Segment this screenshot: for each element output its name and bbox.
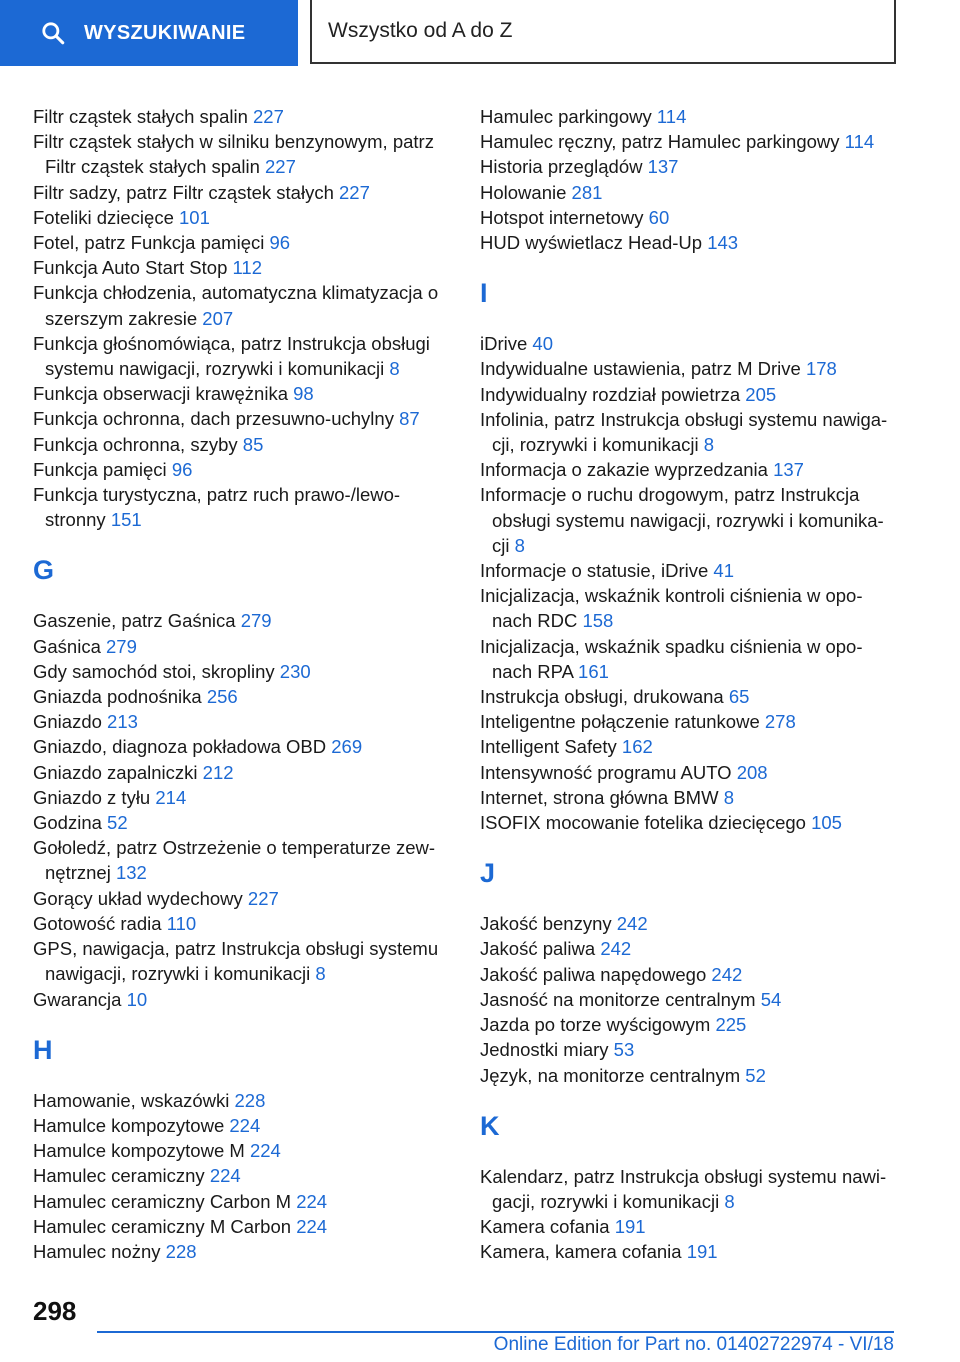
index-entry-text: Internet, strona główna BMW bbox=[480, 786, 719, 808]
index-entry bbox=[33, 129, 453, 179]
index-page-link[interactable]: 98 bbox=[293, 383, 314, 405]
index-page-link[interactable]: 208 bbox=[736, 761, 768, 783]
index-entry-text: Hamulec ceramiczny M Carbon bbox=[33, 1215, 292, 1237]
index-page-link[interactable]: 87 bbox=[399, 408, 420, 430]
index-page-link[interactable]: 225 bbox=[715, 1014, 747, 1036]
index-page-link[interactable]: 205 bbox=[745, 383, 777, 405]
index-page-link[interactable]: 279 bbox=[240, 610, 272, 632]
index-page-link[interactable]: 132 bbox=[115, 862, 147, 884]
index-entry bbox=[33, 911, 453, 936]
index-page-link[interactable]: 53 bbox=[613, 1039, 635, 1061]
index-entry-text: Kamera, kamera cofania bbox=[480, 1241, 682, 1263]
index-entry-text: Indywidualne ustawienia, patrz M Drive bbox=[480, 358, 801, 380]
index-entry-text: Informacja o zakazie wyprzedzania bbox=[480, 459, 768, 481]
index-entry-text: Gorący układ wydechowy bbox=[33, 887, 243, 909]
index-page-link[interactable]: 281 bbox=[571, 181, 603, 203]
index-page-link[interactable]: 191 bbox=[614, 1216, 646, 1238]
index-page-link[interactable]: 8 bbox=[389, 358, 400, 380]
index-letter-heading: J bbox=[480, 858, 496, 889]
index-page-link[interactable]: 158 bbox=[582, 610, 614, 632]
index-entry bbox=[480, 962, 900, 987]
index-entry-text: Gniazdo bbox=[33, 711, 102, 733]
index-entry-text: Funkcja ochronna, szyby bbox=[33, 433, 238, 455]
footer-divider bbox=[97, 1331, 894, 1333]
index-entry-text: Kamera cofania bbox=[480, 1216, 610, 1238]
index-page-link[interactable]: 207 bbox=[202, 307, 234, 329]
index-entry bbox=[480, 1214, 900, 1239]
index-page-link[interactable]: 227 bbox=[339, 181, 370, 203]
index-entry-text: Filtr cząstek stałych w silniku benzynowym, patrz Filtr cząstek stałych spalin bbox=[33, 131, 434, 178]
index-entry-text: Jazda po torze wyścigowym bbox=[480, 1014, 711, 1036]
index-page-link[interactable]: 54 bbox=[760, 988, 782, 1010]
index-page-link[interactable]: 52 bbox=[745, 1064, 766, 1086]
index-entry-text: Inicjalizacja, wskaźnik spadku ciśnienia w opo-nach RPA bbox=[480, 635, 863, 682]
index-entry-text: Inicjalizacja, wskaźnik kontroli ciśnienia w opo-nach RDC bbox=[480, 585, 863, 632]
index-page-link[interactable]: 60 bbox=[648, 206, 670, 228]
index-entry-text: Hamulec ceramiczny bbox=[33, 1165, 205, 1187]
index-entry bbox=[480, 1063, 900, 1088]
index-entry bbox=[33, 1138, 453, 1163]
index-entry bbox=[33, 381, 453, 406]
index-page-link[interactable]: 110 bbox=[166, 912, 197, 934]
index-entry-text: HUD wyświetlacz Head-Up bbox=[480, 232, 703, 254]
index-page-link[interactable]: 227 bbox=[247, 887, 279, 909]
index-page-link[interactable]: 242 bbox=[616, 913, 648, 935]
index-entry-text: Gaśnica bbox=[33, 635, 101, 657]
index-entry-text: Gniazda podnośnika bbox=[33, 686, 202, 708]
index-page-link[interactable]: 227 bbox=[253, 106, 284, 127]
index-entry-text: Intelligent Safety bbox=[480, 736, 617, 758]
page-number: 298 bbox=[33, 1296, 77, 1326]
index-entry bbox=[33, 205, 453, 230]
index-entry-text: Gniazdo, diagnoza pokładowa OBD bbox=[33, 736, 327, 758]
index-entry bbox=[33, 482, 453, 532]
index-page-link[interactable]: 151 bbox=[110, 509, 142, 531]
search-icon bbox=[40, 20, 66, 46]
index-entry bbox=[480, 154, 900, 179]
index-page-link[interactable]: 114 bbox=[656, 106, 687, 127]
index-entry bbox=[480, 760, 900, 785]
index-entry-text: Gaszenie, patrz Gaśnica bbox=[33, 610, 236, 632]
section-title: Wszystko od A do Z bbox=[328, 19, 513, 42]
index-entry-text: Kalendarz, patrz Instrukcja obsługi systemu nawi-gacji, rozrywki i komunikacji bbox=[480, 1165, 887, 1212]
index-page-link[interactable]: 224 bbox=[296, 1190, 328, 1212]
index-entry bbox=[33, 659, 453, 684]
index-page-link[interactable]: 65 bbox=[728, 686, 750, 708]
index-page-link[interactable]: 224 bbox=[296, 1215, 328, 1237]
index-entry-text: Hamulec ceramiczny Carbon M bbox=[33, 1190, 292, 1212]
index-page-link[interactable]: 101 bbox=[179, 206, 210, 228]
index-entry bbox=[33, 1088, 453, 1113]
index-entry-text: Informacje o ruchu drogowym, patrz Instrukcja obsługi systemu nawigacji, rozrywki i komunika-cji bbox=[480, 484, 884, 556]
index-page-link[interactable]: 191 bbox=[686, 1241, 718, 1263]
index-entry-text: Filtr cząstek stałych spalin bbox=[33, 106, 248, 127]
index-entry bbox=[480, 911, 900, 936]
index-page-link[interactable]: 213 bbox=[107, 711, 138, 733]
index-page-link[interactable]: 52 bbox=[107, 812, 128, 834]
index-entry bbox=[480, 382, 900, 407]
index-letter-heading: I bbox=[480, 278, 488, 309]
index-entry-text: Hamulec parkingowy bbox=[480, 106, 652, 127]
index-page-link[interactable]: 85 bbox=[242, 433, 264, 455]
index-column-left bbox=[33, 104, 453, 1264]
index-entry-text: ISOFIX mocowanie fotelika dziecięcego bbox=[480, 812, 806, 834]
index-page-link[interactable]: 137 bbox=[773, 459, 804, 481]
index-page-link[interactable]: 137 bbox=[647, 156, 679, 178]
index-page-link[interactable]: 279 bbox=[106, 635, 137, 657]
index-entry-text: Holowanie bbox=[480, 181, 567, 203]
index-entry-text: Funkcja pamięci bbox=[33, 458, 167, 480]
index-entry-text: Godzina bbox=[33, 812, 102, 834]
index-page-link[interactable]: 8 bbox=[703, 434, 715, 456]
index-entry bbox=[480, 785, 900, 810]
index-entry-text: Gwarancja bbox=[33, 988, 122, 1010]
index-entry bbox=[480, 684, 900, 709]
index-entry bbox=[480, 1164, 900, 1214]
index-entry-text: Inteligentne połączenie ratunkowe bbox=[480, 711, 760, 733]
index-entry bbox=[480, 734, 900, 759]
index-entry bbox=[480, 482, 900, 558]
index-page-link[interactable]: 10 bbox=[126, 988, 148, 1010]
index-page-link[interactable]: 162 bbox=[621, 736, 653, 758]
index-page-link[interactable]: 278 bbox=[764, 711, 796, 733]
index-entry bbox=[33, 1163, 453, 1188]
index-entry-text: Historia przeglądów bbox=[480, 156, 643, 178]
index-entry-text: Jakość paliwa napędowego bbox=[480, 963, 707, 985]
index-page-link[interactable]: 214 bbox=[155, 786, 187, 808]
index-entry bbox=[33, 1239, 453, 1264]
index-entry bbox=[33, 835, 453, 885]
index-entry bbox=[33, 104, 453, 129]
index-entry-text: Fotel, patrz Funkcja pamięci bbox=[33, 232, 265, 254]
index-page-link[interactable]: 8 bbox=[723, 786, 734, 808]
index-entry-text: Jakość benzyny bbox=[480, 913, 612, 935]
index-entry bbox=[33, 608, 453, 633]
index-entry-text: Gołoledź, patrz Ostrzeżenie o temperaturze zew-nętrznej bbox=[33, 837, 436, 884]
index-entry bbox=[480, 356, 900, 381]
index-letter-heading: G bbox=[33, 555, 55, 586]
search-tab-label: WYSZUKIWANIE bbox=[84, 21, 246, 44]
index-page-link[interactable]: 105 bbox=[811, 812, 842, 834]
index-entry-text: Funkcja chłodzenia, automatyczna klimatyzacja o szerszym zakresie bbox=[33, 282, 439, 329]
index-page-link[interactable]: 224 bbox=[249, 1140, 281, 1162]
index-page-link[interactable]: 8 bbox=[315, 963, 326, 985]
index-page-link[interactable]: 114 bbox=[844, 131, 875, 153]
index-entry bbox=[480, 331, 900, 356]
index-entry bbox=[33, 709, 453, 734]
index-entry-text: Jakość paliwa bbox=[480, 938, 596, 960]
index-page-link[interactable]: 161 bbox=[578, 660, 609, 682]
index-entry bbox=[480, 1239, 900, 1264]
index-entry bbox=[33, 406, 453, 431]
index-entry bbox=[33, 180, 453, 205]
index-entry bbox=[480, 407, 900, 457]
index-page-link[interactable]: 242 bbox=[600, 938, 632, 960]
search-tab[interactable] bbox=[0, 0, 298, 66]
index-entry-text: Filtr sadzy, patrz Filtr cząstek stałych bbox=[33, 181, 334, 203]
index-page-link[interactable]: 41 bbox=[713, 560, 734, 582]
index-page-link[interactable]: 178 bbox=[805, 358, 837, 380]
index-page-link[interactable]: 224 bbox=[209, 1165, 241, 1187]
index-entry bbox=[480, 180, 900, 205]
index-page-link[interactable]: 228 bbox=[165, 1240, 197, 1262]
index-entry bbox=[480, 987, 900, 1012]
index-page-link[interactable]: 256 bbox=[206, 686, 238, 708]
index-entry-text: iDrive bbox=[480, 333, 528, 355]
index-entry bbox=[33, 634, 453, 659]
index-entry-text: Hamulce kompozytowe M bbox=[33, 1140, 245, 1162]
index-entry-text: Hamowanie, wskazówki bbox=[33, 1089, 230, 1111]
index-page-link[interactable]: 269 bbox=[331, 736, 363, 758]
index-entry bbox=[33, 785, 453, 810]
index-entry-text: Gniazdo zapalniczki bbox=[33, 761, 198, 783]
footer-edition-text: Online Edition for Part no. 01402722974 - VI/18 bbox=[493, 1334, 894, 1355]
index-entry bbox=[480, 230, 900, 255]
index-entry bbox=[33, 1214, 453, 1239]
index-page-link[interactable]: 228 bbox=[234, 1089, 266, 1111]
index-entry bbox=[33, 457, 453, 482]
index-entry bbox=[480, 1012, 900, 1037]
index-entry-text: Indywidualny rozdział powietrza bbox=[480, 383, 741, 405]
index-column-right bbox=[480, 104, 900, 1265]
index-entry-text: Gotowość radia bbox=[33, 912, 162, 934]
index-entry bbox=[33, 230, 453, 255]
index-entry-text: Gdy samochód stoi, skropliny bbox=[33, 660, 275, 682]
index-entry-text: Instrukcja obsługi, drukowana bbox=[480, 686, 724, 708]
index-entry-text: Hamulec ręczny, patrz Hamulec parkingowy bbox=[480, 131, 840, 153]
index-page-link[interactable]: 224 bbox=[229, 1114, 261, 1136]
index-page-link[interactable]: 8 bbox=[514, 534, 525, 556]
index-entry-text: Hamulec nożny bbox=[33, 1240, 161, 1262]
index-entry bbox=[480, 936, 900, 961]
index-entry-text: GPS, nawigacja, patrz Instrukcja obsługi systemu nawigacji, rozrywki i komunikacji bbox=[33, 938, 439, 985]
index-entry-text: Gniazdo z tyłu bbox=[33, 786, 151, 808]
index-letter-heading: K bbox=[480, 1110, 500, 1141]
index-entry bbox=[480, 129, 900, 154]
index-entry bbox=[33, 1189, 453, 1214]
index-entry-text: Infolinia, patrz Instrukcja obsługi systemu nawiga-cji, rozrywki i komunikacji bbox=[480, 408, 888, 456]
index-entry bbox=[480, 634, 900, 684]
index-page-link[interactable]: 112 bbox=[232, 257, 262, 279]
index-entry-text: Hamulce kompozytowe bbox=[33, 1114, 225, 1136]
index-entry bbox=[33, 684, 453, 709]
index-entry-text: Funkcja ochronna, dach przesuwno-uchylny bbox=[33, 408, 394, 430]
index-entry-text: Informacje o statusie, iDrive bbox=[480, 560, 709, 582]
index-entry bbox=[33, 331, 453, 381]
index-page-link[interactable]: 242 bbox=[711, 963, 743, 985]
index-page-link[interactable]: 8 bbox=[724, 1190, 735, 1212]
index-page-link[interactable]: 96 bbox=[269, 232, 291, 254]
index-page-link[interactable]: 40 bbox=[532, 333, 553, 355]
index-entry bbox=[33, 1113, 453, 1138]
index-entry bbox=[480, 558, 900, 583]
section-tab[interactable] bbox=[310, 0, 896, 64]
index-entry bbox=[33, 760, 453, 785]
index-entry bbox=[480, 205, 900, 230]
index-entry bbox=[480, 1037, 900, 1062]
index-page-link[interactable]: 212 bbox=[202, 761, 234, 783]
index-entry bbox=[33, 810, 453, 835]
index-entry bbox=[480, 583, 900, 633]
index-entry-text: Funkcja obserwacji krawężnika bbox=[33, 383, 288, 405]
index-page-link[interactable]: 96 bbox=[171, 458, 193, 480]
index-entry-text: Intensywność programu AUTO bbox=[480, 761, 732, 783]
index-entry-text: Jasność na monitorze centralnym bbox=[480, 988, 756, 1010]
index-entry bbox=[480, 104, 900, 129]
index-page-link[interactable]: 230 bbox=[279, 660, 311, 682]
index-entry bbox=[33, 255, 453, 280]
index-page-link[interactable]: 143 bbox=[707, 232, 739, 254]
index-entry-text: Hotspot internetowy bbox=[480, 206, 644, 228]
index-entry bbox=[33, 987, 453, 1012]
index-entry bbox=[480, 810, 900, 835]
index-entry-text: Funkcja turystyczna, patrz ruch prawo-/lewo-stronny bbox=[33, 484, 401, 531]
index-entry bbox=[33, 432, 453, 457]
index-entry-text: Język, na monitorze centralnym bbox=[480, 1064, 741, 1086]
index-entry-text: Foteliki dziecięce bbox=[33, 206, 174, 228]
index-entry bbox=[480, 457, 900, 482]
index-entry-text: Funkcja Auto Start Stop bbox=[33, 257, 228, 279]
index-entry-text: Jednostki miary bbox=[480, 1039, 609, 1061]
index-entry-text: Funkcja głośnomówiąca, patrz Instrukcja obsługi systemu nawigacji, rozrywki i komunikacji bbox=[33, 332, 430, 380]
index-entry bbox=[33, 734, 453, 759]
index-page-link[interactable]: 227 bbox=[265, 156, 296, 178]
index-letter-heading: H bbox=[33, 1034, 53, 1065]
index-entry bbox=[33, 886, 453, 911]
index-entry bbox=[33, 280, 453, 330]
index-entry bbox=[480, 709, 900, 734]
top-bar bbox=[0, 0, 960, 66]
index-entry bbox=[33, 936, 453, 986]
